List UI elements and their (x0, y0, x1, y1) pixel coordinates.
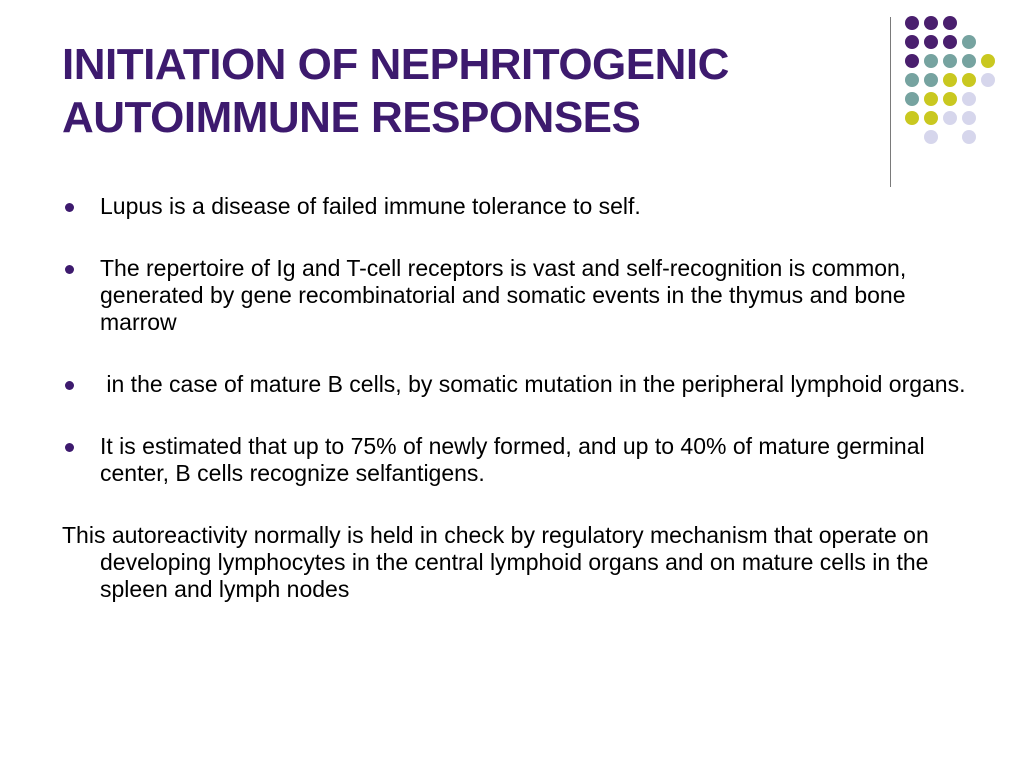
decorative-dot-icon (943, 92, 957, 106)
bullet-text: The repertoire of Ig and T-cell receptors is vast and self-recognition is common, generated by gene recombinatorial and somatic events in the thymus and bone marrow (100, 255, 913, 335)
decorative-dot-icon (962, 111, 976, 125)
decorative-dot-icon (943, 16, 957, 30)
closing-paragraph: This autoreactivity normally is held in check by regulatory mechanism that operate on developing lymphocytes in the central lymphoid organs and on mature cells in the spleen and lymph nodes (62, 522, 929, 602)
bullet-item (62, 193, 982, 220)
decorative-dot-icon (943, 35, 957, 49)
decorative-dot-icon (924, 54, 938, 68)
slide-body (62, 193, 982, 603)
decorative-dot-icon (943, 111, 957, 125)
decorative-dot-icon (924, 35, 938, 49)
decorative-dot-icon (924, 92, 938, 106)
slide-title-line-1: INITIATION OF NEPHRITOGENIC (62, 40, 729, 89)
bullet-dot-icon (65, 265, 74, 274)
decorative-dot-icon (924, 16, 938, 30)
decorative-dot-icon (981, 73, 995, 87)
decorative-dot-icon (943, 73, 957, 87)
bullet-dot-icon (65, 381, 74, 390)
decorative-dot-icon (924, 130, 938, 144)
decorative-dot-icon (981, 54, 995, 68)
decorative-dot-icon (962, 130, 976, 144)
title-divider-line (890, 17, 891, 187)
decorative-dot-icon (905, 16, 919, 30)
slide-title-line-2: AUTOIMMUNE RESPONSES (62, 93, 641, 142)
bullet-text: in the case of mature B cells, by somatic mutation in the peripheral lymphoid organs. (100, 371, 966, 397)
bullet-dot-icon (65, 203, 74, 212)
decorative-dot-icon (905, 73, 919, 87)
decorative-dot-icon (962, 35, 976, 49)
decorative-dot-icon (905, 111, 919, 125)
decorative-dot-icon (943, 54, 957, 68)
bullet-text: Lupus is a disease of failed immune tolerance to self. (100, 193, 641, 219)
slide-title (62, 38, 862, 144)
decorative-dot-icon (962, 73, 976, 87)
decorative-dot-icon (962, 92, 976, 106)
decorative-dot-icon (905, 35, 919, 49)
decorative-dot-icon (962, 54, 976, 68)
bullet-item (62, 255, 982, 336)
bullet-item (62, 371, 982, 398)
decorative-dot-icon (924, 73, 938, 87)
bullet-text: It is estimated that up to 75% of newly formed, and up to 40% of mature germinal center, B cells recognize selfantigens. (100, 433, 931, 486)
decorative-dot-icon (924, 111, 938, 125)
bullet-item (62, 433, 982, 487)
decorative-dot-icon (905, 54, 919, 68)
decorative-dot-icon (905, 92, 919, 106)
bullet-dot-icon (65, 443, 74, 452)
